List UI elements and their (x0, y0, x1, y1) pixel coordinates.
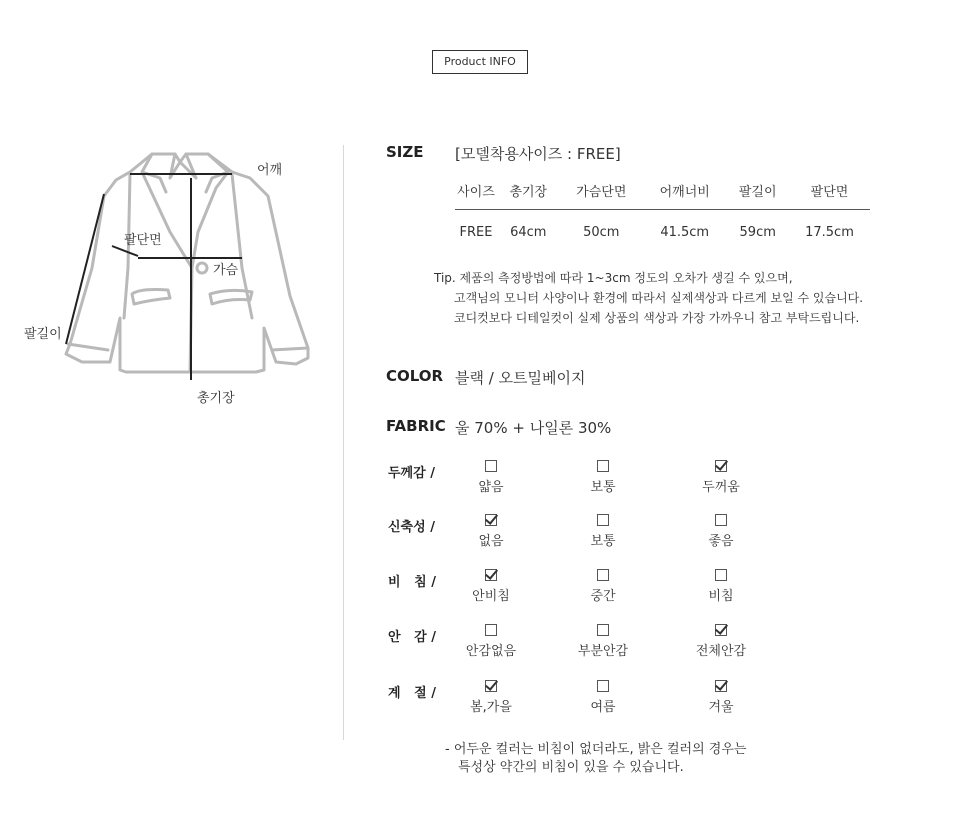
option-none (431, 514, 551, 549)
size-col-header: 사이즈 (455, 178, 497, 210)
checkbox[interactable] (597, 624, 609, 636)
tip-line-1: Tip. 제품의 측정방법에 따라 1~3cm 정도의 오차가 생길 수 있으며, (434, 271, 793, 285)
attr-label-transparency: 비 침 / (388, 575, 436, 590)
option-label: 중간 (590, 589, 616, 604)
size-table-header (455, 178, 870, 210)
model-size-note: [모델착용사이즈 : FREE] (455, 145, 621, 163)
attr-label-stretch: 신축성 / (388, 520, 435, 535)
option-normal (543, 514, 663, 549)
checkbox[interactable] (715, 514, 727, 526)
fabric-heading: FABRIC (386, 417, 446, 435)
option-label: 봄,가을 (470, 700, 512, 715)
checkbox[interactable] (485, 569, 497, 581)
size-cell: 59cm (739, 224, 776, 240)
size-cell: 41.5cm (660, 224, 710, 240)
option-label: 겨울 (708, 700, 734, 715)
option-medium (543, 569, 663, 604)
checkbox[interactable] (485, 624, 497, 636)
checkbox[interactable] (597, 460, 609, 472)
checkbox[interactable] (715, 460, 727, 472)
attr-label-thickness: 두께감 / (388, 466, 435, 481)
option-normal (543, 460, 663, 495)
jacket-illustration (20, 148, 320, 413)
checkbox[interactable] (715, 569, 727, 581)
size-cell: 64cm (510, 224, 547, 240)
option-label: 부분안감 (577, 644, 629, 659)
option-good (661, 514, 781, 549)
diagram-label-sleeve-length: 팔길이 (24, 327, 62, 342)
option-spring-fall (431, 680, 551, 715)
checkbox[interactable] (597, 569, 609, 581)
size-heading: SIZE (386, 143, 424, 161)
option-winter (661, 680, 781, 715)
size-cell: FREE (459, 224, 493, 240)
option-thin (431, 460, 551, 495)
checkbox[interactable] (597, 680, 609, 692)
size-col-header: 총기장 (497, 178, 560, 210)
diagram-label-chest: 가슴 (213, 263, 239, 278)
jacket-size-diagram (20, 148, 320, 413)
checkbox[interactable] (485, 514, 497, 526)
option-label: 두꺼움 (702, 480, 740, 495)
size-cell: 50cm (583, 224, 620, 240)
vertical-divider (343, 145, 344, 740)
color-value: 블랙 / 오트밀베이지 (455, 369, 586, 387)
option-label: 얇음 (478, 480, 504, 495)
option-partial-lining (543, 624, 663, 659)
option-label: 여름 (590, 700, 616, 715)
attr-label-season: 계 절 / (388, 686, 436, 701)
tip-line-3: 코디컷보다 디테일컷이 실제 상품의 색상과 가장 가까우니 참고 부탁드립니다. (454, 311, 860, 325)
option-label: 없음 (478, 534, 504, 549)
size-cell: 17.5cm (805, 224, 854, 240)
diagram-label-shoulder: 어깨 (257, 163, 283, 178)
size-col-header: 어깨너비 (643, 178, 726, 210)
option-opaque (431, 569, 551, 604)
option-label: 보통 (590, 480, 616, 495)
option-thick (661, 460, 781, 495)
diagram-label-sleeve-width: 팔단면 (124, 233, 162, 248)
option-label: 보통 (590, 534, 616, 549)
size-table (455, 178, 870, 252)
option-label: 안비침 (472, 589, 510, 604)
tip-line-2: 고객님의 모니터 사양이나 환경에 따라서 실제색상과 다르게 보일 수 있습니다. (454, 291, 864, 305)
footnote-line-1: - 어두운 컬러는 비침이 없더라도, 밝은 컬러의 경우는 (445, 742, 747, 757)
footnote-line-2: 특성상 약간의 비침이 있을 수 있습니다. (458, 760, 684, 775)
checkbox[interactable] (485, 460, 497, 472)
checkbox[interactable] (485, 680, 497, 692)
option-label: 비침 (708, 589, 734, 604)
size-col-header: 팔단면 (789, 178, 870, 210)
size-col-header: 가슴단면 (560, 178, 643, 210)
size-col-header: 팔길이 (726, 178, 789, 210)
option-label: 안감없음 (465, 644, 517, 659)
fabric-value: 울 70% + 나일론 30% (455, 419, 612, 437)
product-info-label: Product INFO (432, 50, 528, 74)
checkbox[interactable] (715, 624, 727, 636)
option-no-lining (431, 624, 551, 659)
checkbox[interactable] (597, 514, 609, 526)
size-table-row (455, 210, 870, 253)
option-label: 전체안감 (695, 644, 747, 659)
option-label: 좋음 (708, 534, 734, 549)
option-summer (543, 680, 663, 715)
attr-label-lining: 안 감 / (388, 630, 436, 645)
option-sheer (661, 569, 781, 604)
option-full-lining (661, 624, 781, 659)
color-heading: COLOR (386, 367, 444, 385)
checkbox[interactable] (715, 680, 727, 692)
diagram-label-total-length: 총기장 (197, 391, 235, 406)
